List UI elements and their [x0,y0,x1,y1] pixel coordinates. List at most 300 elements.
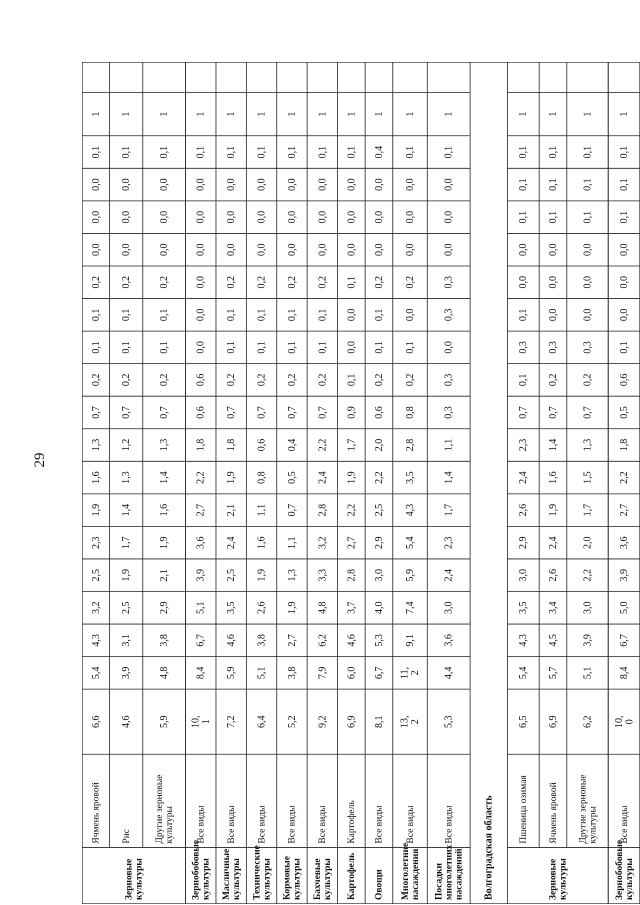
value-cell: 0,0 [159,243,171,256]
value-cell: 0,0 [195,178,207,191]
value-cell: 0,2 [582,373,594,387]
value-cell: 0,0 [547,276,559,289]
value-cell: 0,2 [256,276,268,289]
value-cell: 1,9 [547,503,559,517]
value-cell: 0,0 [346,243,358,256]
value-cell: 0,1 [90,341,102,354]
value-cell: 3,5 [226,601,238,615]
value-cell: 5,4 [90,666,102,680]
value-cell: 0,0 [286,243,298,256]
value-cell: 0,0 [159,210,171,224]
value-cell: 0,3 [443,373,455,387]
value-cell: 3,0 [373,568,385,582]
value-cell: 1,4 [547,438,559,452]
value-cell: 1,6 [159,503,171,517]
value-cell: 0,7 [518,406,530,419]
value-cell: 1,8 [619,438,631,452]
value-cell: 2,8 [346,568,358,582]
value-cell: 2,7 [346,536,358,549]
value-cell: 0,1 [404,145,416,159]
value-cell: 0,1 [547,145,559,159]
value-cell: 0,1 [518,145,530,159]
value-cell: 0,1 [582,210,594,224]
value-cell: 1,7 [121,536,133,549]
value-cell: 0,0 [195,276,207,289]
value-cell: 6,9 [346,715,358,728]
value-cell: 2,0 [582,536,594,549]
value-cell: 6,6 [90,715,102,728]
value-cell: 2,6 [547,568,559,582]
value-cell: 0,1 [346,276,358,289]
value-cell: 1,4 [121,503,133,517]
value-cell: 0,0 [582,308,594,322]
value-cell: 0,1 [518,373,530,387]
value-cell: 0,1 [195,145,207,159]
value-cell: 0,1 [90,308,102,322]
value-cell: 0,0 [619,308,631,322]
value-cell: 0,0 [121,210,133,224]
value-cell: 0,1 [226,145,238,159]
value-cell: 3,8 [159,634,171,647]
value-cell: 0,0 [619,243,631,256]
value-cell: 6,2 [582,715,594,728]
value-cell: 1,4 [159,471,171,484]
crop-group-label: Зерновыекультуры [124,858,145,900]
value-cell: 0,1 [256,145,268,159]
value-cell: 0,4 [286,438,298,452]
value-cell: 2,4 [226,536,238,549]
crop-name: Пшеница озимая [519,775,530,844]
value-cell: 0,7 [226,406,238,419]
crop-group-label: Техническиекультуры [252,845,273,900]
value-cell: 3,0 [582,601,594,615]
value-cell: 1 [582,111,594,117]
value-cell: 2,7 [286,634,298,647]
crop-group-label: Бахчевыекультуры [313,858,334,900]
value-cell: 2,5 [373,503,385,517]
value-cell: 1,4 [443,471,455,484]
value-cell: 1 [317,111,329,117]
value-cell: 3,5 [404,471,416,484]
value-cell: 3,8 [256,634,268,647]
value-cell: 2,3 [90,536,102,549]
value-cell: 2,6 [256,601,268,615]
crop-name: Все виды [196,805,207,844]
value-cell: 0,1 [346,373,358,387]
value-cell: 0,0 [226,243,238,256]
value-cell: 0,2 [90,276,102,289]
value-cell: 3,6 [195,536,207,549]
value-cell: 0,0 [90,210,102,224]
crop-name: Все виды [405,805,416,844]
value-cell: 0,0 [373,243,385,256]
value-cell: 0,0 [404,308,416,322]
value-cell: 7,2 [226,715,238,728]
value-cell: 1 [518,111,530,117]
value-cell: 1,7 [582,503,594,517]
value-cell: 0,2 [159,373,171,387]
crop-name: Другие зерновыекультуры [154,774,175,844]
value-cell: 0,7 [90,406,102,419]
value-cell: 1,6 [256,536,268,549]
value-cell: 0,0 [619,276,631,289]
value-cell: 0,0 [256,210,268,224]
value-cell: 0,1 [582,178,594,191]
value-cell: 0,8 [256,471,268,484]
value-cell: 0,1 [619,210,631,224]
value-cell: 4,3 [404,503,416,517]
value-cell: 0,0 [90,243,102,256]
value-cell: 0,1 [518,308,530,322]
value-cell: 0,0 [582,276,594,289]
value-cell: 0,1 [346,145,358,159]
value-cell: 2,2 [195,471,207,484]
value-cell: 3,9 [121,666,133,680]
value-cell: 4,6 [121,715,133,728]
crop-name: Все виды [226,805,237,844]
value-cell: 0,2 [121,276,133,289]
crop-name: Все виды [374,805,385,844]
value-cell: 0,6 [195,406,207,419]
value-cell: 1,1 [286,536,298,549]
value-cell: 5,9 [404,568,416,582]
value-cell: 0,0 [195,308,207,322]
value-cell: 1,3 [159,438,171,452]
value-cell: 1,9 [159,536,171,549]
value-cell: 1,1 [443,438,455,452]
value-cell: 0,0 [404,210,416,224]
value-cell: 0,7 [159,406,171,419]
value-cell: 0,1 [256,308,268,322]
value-cell: 0,0 [121,178,133,191]
value-cell: 0,1 [547,210,559,224]
value-cell: 1,9 [226,471,238,484]
value-cell: 0,1 [286,341,298,354]
value-cell: 0,1 [317,341,329,354]
value-cell: 0,1 [159,308,171,322]
value-cell: 0,9 [346,406,358,419]
value-cell: 0,0 [317,210,329,224]
value-cell: 0,1 [90,145,102,159]
value-cell: 4,4 [443,666,455,680]
value-cell: 0,1 [518,178,530,191]
value-cell: 2,9 [373,536,385,549]
value-cell: 0,2 [286,373,298,387]
value-cell: 5,2 [286,715,298,728]
value-cell: 5,1 [195,601,207,615]
crop-name: Рис [121,828,132,844]
value-cell: 2,2 [373,471,385,484]
crop-group-label: Зерновыекультуры [548,858,569,900]
value-cell: 0,3 [443,276,455,289]
value-cell: 0,1 [121,308,133,322]
value-cell: 0,1 [582,145,594,159]
value-cell: 3,9 [582,634,594,647]
crop-name: Картофель [347,800,358,844]
value-cell: 0,1 [159,341,171,354]
value-cell: 0,2 [226,276,238,289]
value-cell: 0,7 [547,406,559,419]
value-cell: 3,5 [518,601,530,615]
value-cell: 2,5 [226,568,238,582]
crop-name: Все виды [318,805,329,844]
value-cell: 0,0 [256,178,268,191]
value-cell: 6,9 [547,715,559,728]
value-cell: 0,1 [547,178,559,191]
value-cell: 1 [90,111,102,117]
value-cell: 4,3 [518,634,530,647]
value-cell: 0,0 [373,178,385,191]
value-cell: 0,0 [90,178,102,191]
value-cell: 7,4 [404,601,416,615]
value-cell: 8,1 [373,715,385,728]
value-cell: 13,2 [399,715,422,728]
value-cell: 6,7 [619,634,631,647]
crop-group-label: Посадкимноголетнихнасаждений [434,844,465,900]
value-cell: 1 [195,111,207,117]
value-cell: 8,4 [195,666,207,680]
value-cell: 4,8 [317,601,329,615]
value-cell: 0,1 [159,145,171,159]
value-cell: 1,2 [121,438,133,452]
value-cell: 3,6 [443,634,455,647]
value-cell: 1,6 [90,471,102,484]
value-cell: 2,7 [619,503,631,517]
value-cell: 4,3 [90,634,102,647]
value-cell: 0,0 [346,210,358,224]
value-cell: 3,2 [90,601,102,615]
value-cell: 9,2 [317,715,329,728]
value-cell: 0,7 [286,406,298,419]
value-cell: 0,1 [619,341,631,354]
value-cell: 2,4 [547,536,559,549]
value-cell: 0,0 [195,243,207,256]
data-table [82,62,640,904]
value-cell: 0,0 [443,178,455,191]
value-cell: 0,2 [317,373,329,387]
value-cell: 2,2 [346,503,358,517]
value-cell: 3,4 [547,601,559,615]
value-cell: 0,0 [346,341,358,354]
value-cell: 2,2 [619,471,631,484]
value-cell: 5,3 [443,715,455,728]
value-cell: 0,7 [286,503,298,517]
value-cell: 0,4 [373,145,385,159]
value-cell: 6,4 [256,715,268,728]
value-cell: 2,9 [159,601,171,615]
crop-group-label: Масличныекультуры [221,848,242,900]
value-cell: 0,3 [443,308,455,322]
value-cell: 0,3 [582,341,594,354]
value-cell: 2,4 [317,471,329,484]
value-cell: 0,0 [346,308,358,322]
crop-group-label: Кормовыекультуры [282,856,303,900]
value-cell: 3,1 [121,634,133,647]
value-cell: 3,6 [619,536,631,549]
value-cell: 0,7 [256,406,268,419]
crop-name: Все виды [287,805,298,844]
value-cell: 0,2 [317,276,329,289]
value-cell: 3,0 [518,568,530,582]
value-cell: 3,9 [619,568,631,582]
crop-group-label: Овощи [374,869,385,900]
crop-name: Ячмень яровой [91,782,102,844]
crop-name: Все виды [257,805,268,844]
value-cell: 1 [159,111,171,117]
value-cell: 6,5 [518,715,530,728]
value-cell: 3,7 [346,601,358,615]
value-cell: 3,9 [195,568,207,582]
value-cell: 1,3 [121,471,133,484]
value-cell: 5,4 [404,536,416,549]
value-cell: 0,0 [346,178,358,191]
value-cell: 6,7 [195,634,207,647]
value-cell: 2,2 [582,568,594,582]
value-cell: 1 [256,111,268,117]
value-cell: 0,1 [121,341,133,354]
value-cell: 5,7 [547,666,559,680]
value-cell: 2,6 [518,503,530,517]
value-cell: 2,8 [317,503,329,517]
value-cell: 4,0 [373,601,385,615]
value-cell: 0,8 [404,406,416,419]
value-cell: 0,7 [317,406,329,419]
value-cell: 0,3 [518,341,530,354]
value-cell: 3,8 [286,666,298,680]
value-cell: 0,2 [90,373,102,387]
value-cell: 3,0 [443,601,455,615]
value-cell: 9,1 [404,634,416,647]
value-cell: 0,0 [518,276,530,289]
value-cell: 0,1 [226,341,238,354]
value-cell: 0,5 [619,406,631,419]
value-cell: 0,7 [582,406,594,419]
value-cell: 5,4 [518,666,530,680]
value-cell: 2,5 [121,601,133,615]
value-cell: 1 [286,111,298,117]
section-title: Волгоградская область [483,795,495,900]
crop-group-label: Картофель [347,852,358,900]
value-cell: 2,4 [443,568,455,582]
value-cell: 0,0 [404,243,416,256]
value-cell: 0,0 [404,178,416,191]
value-cell: 2,2 [317,438,329,452]
value-cell: 0,1 [518,210,530,224]
value-cell: 0,6 [619,373,631,387]
value-cell: 0,2 [404,373,416,387]
value-cell: 0,6 [373,406,385,419]
crop-group-label: Зернобобовыекультуры [614,839,635,900]
value-cell: 0,0 [317,243,329,256]
value-cell: 5,9 [159,715,171,728]
value-cell: 0,1 [286,145,298,159]
value-cell: 0,0 [443,243,455,256]
value-cell: 0,0 [226,210,238,224]
value-cell: 0,1 [619,145,631,159]
value-cell: 3,3 [317,568,329,582]
value-cell: 0,0 [373,210,385,224]
value-cell: 2,0 [373,438,385,452]
value-cell: 0,7 [121,406,133,419]
value-cell: 1,9 [121,568,133,582]
value-cell: 10,0 [613,715,636,728]
value-cell: 0,1 [121,145,133,159]
value-cell: 0,2 [547,373,559,387]
value-cell: 1,9 [346,471,358,484]
value-cell: 1 [404,111,416,117]
crop-name: Все виды [444,805,455,844]
value-cell: 5,1 [582,666,594,680]
value-cell: 0,0 [159,178,171,191]
value-cell: 4,5 [547,634,559,647]
crop-name: Другие зерновыекультуры [578,774,599,844]
value-cell: 2,7 [195,503,207,517]
data-table-grid [82,62,640,904]
value-cell: 0,1 [317,308,329,322]
value-cell: 0,1 [619,178,631,191]
crop-group-label: Зернобобовыекультуры [191,839,212,900]
value-cell: 2,3 [443,536,455,549]
value-cell: 0,2 [159,276,171,289]
value-cell: 8,4 [619,666,631,680]
value-cell: 0,0 [195,210,207,224]
value-cell: 2,3 [518,438,530,452]
value-cell: 1 [547,111,559,117]
value-cell: 0,0 [121,243,133,256]
value-cell: 1 [619,111,631,117]
value-cell: 1,6 [547,471,559,484]
value-cell: 2,8 [404,438,416,452]
value-cell: 0,1 [373,341,385,354]
value-cell: 10,1 [190,715,212,728]
value-cell: 4,6 [346,634,358,647]
value-cell: 0,0 [195,341,207,354]
value-cell: 1,9 [90,503,102,517]
value-cell: 0,6 [195,373,207,387]
value-cell: 0,0 [547,243,559,256]
value-cell: 0,6 [256,438,268,452]
value-cell: 6,2 [317,634,329,647]
value-cell: 6,0 [346,666,358,680]
value-cell: 5,1 [256,666,268,680]
value-cell: 5,0 [619,601,631,615]
value-cell: 11,2 [399,666,422,679]
value-cell: 0,1 [404,341,416,354]
value-cell: 1,9 [256,568,268,582]
value-cell: 4,6 [226,634,238,647]
value-cell: 0,0 [582,243,594,256]
value-cell: 0,1 [373,308,385,322]
value-cell: 0,0 [443,341,455,354]
crop-group-label: Многолетниенасаждения [400,842,421,900]
crop-name: Ячмень яровой [548,782,559,844]
page-number: 29 [31,452,48,468]
value-cell: 0,5 [286,471,298,484]
value-cell: 1 [226,111,238,117]
value-cell: 0,1 [443,145,455,159]
value-cell: 1 [346,111,358,117]
value-cell: 5,3 [373,634,385,647]
value-cell: 2,9 [518,536,530,549]
value-cell: 1,3 [286,568,298,582]
value-cell: 0,0 [443,210,455,224]
value-cell: 6,7 [373,666,385,680]
value-cell: 7,9 [317,666,329,680]
value-cell: 1,1 [256,503,268,517]
rotated-table [82,62,640,904]
value-cell: 1 [121,111,133,117]
value-cell: 0,0 [317,178,329,191]
